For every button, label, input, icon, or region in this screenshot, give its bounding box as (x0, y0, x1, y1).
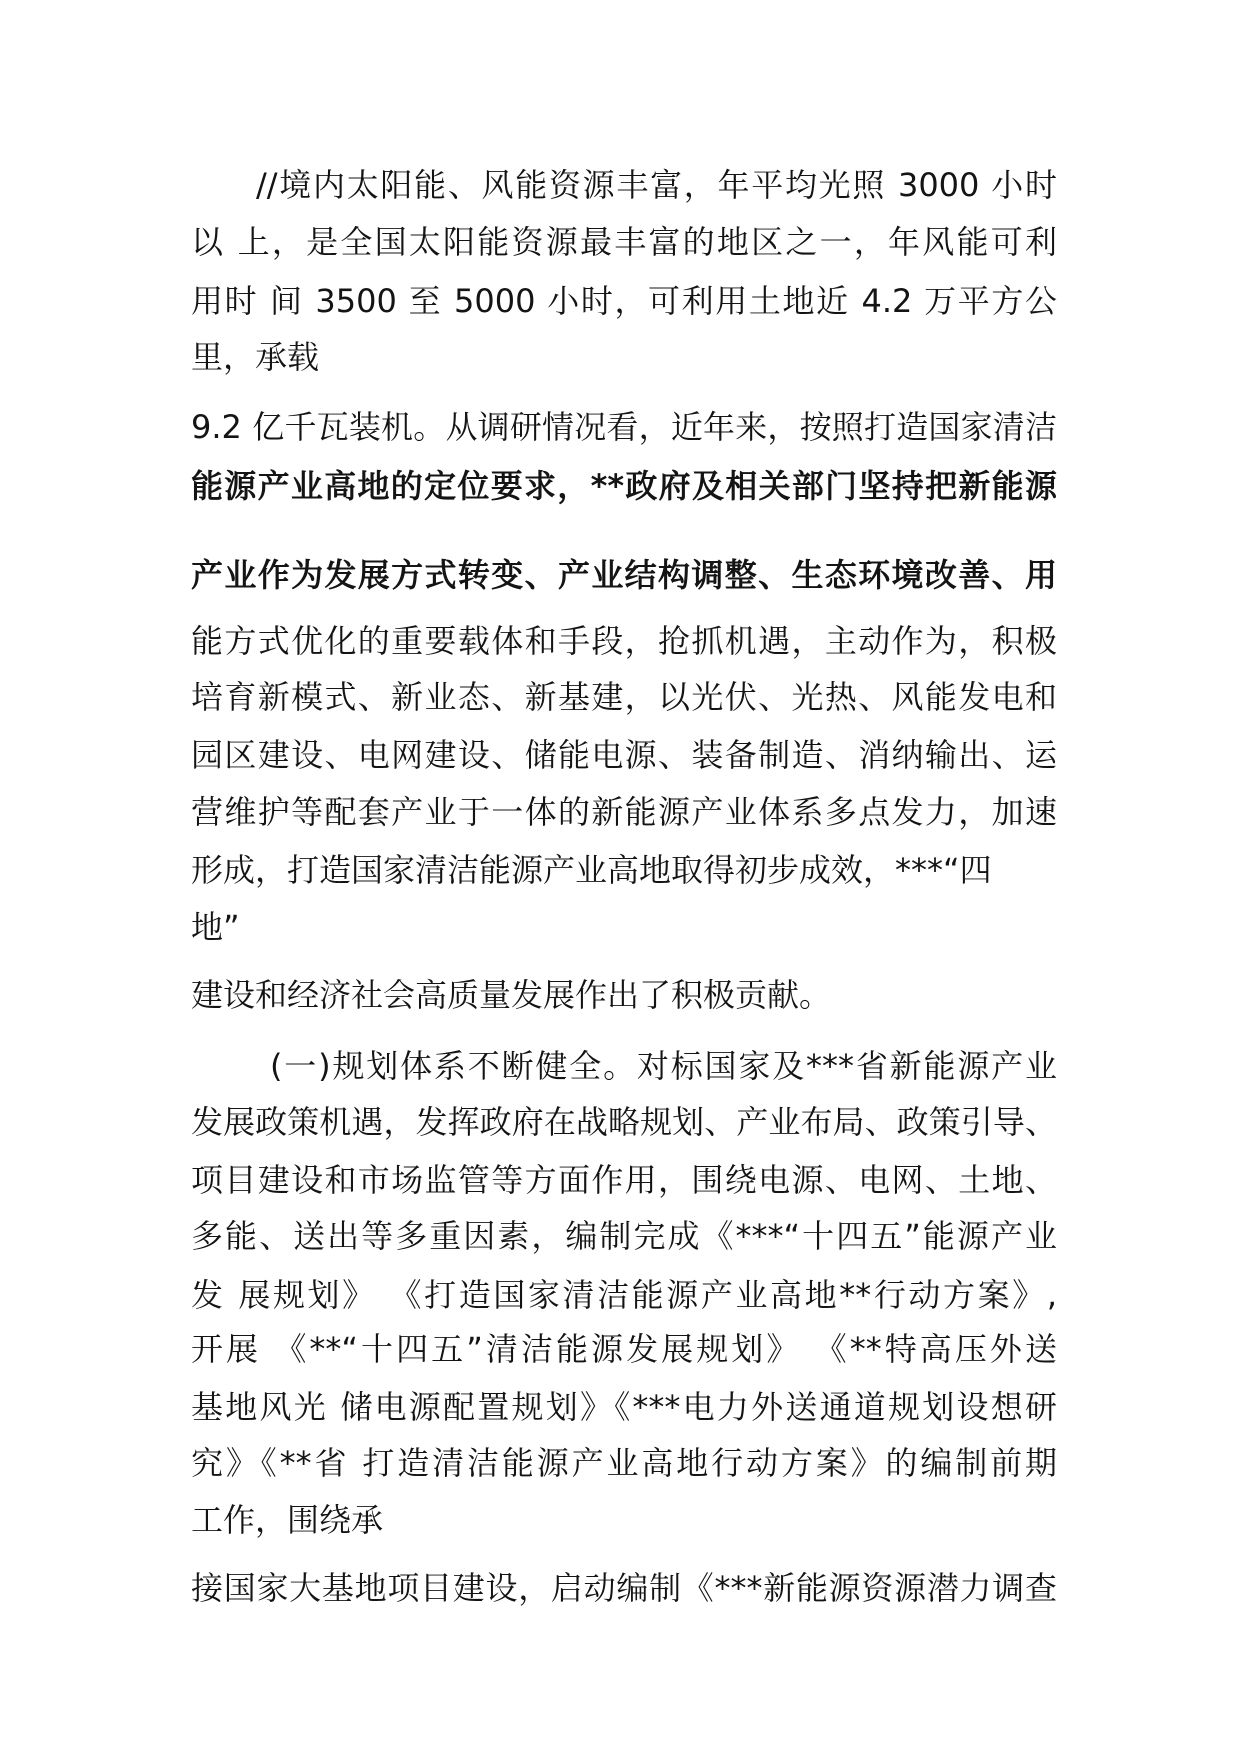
text-line: 里，承载 (191, 338, 320, 376)
text-line: 能方式优化的重要载体和手段，抢抓机遇，主动作为，积极 (191, 622, 1057, 660)
text-line: 发展政策机遇，发挥政府在战略规划、产业布局、政策引导、 (191, 1103, 1057, 1141)
text-line: //境内太阳能、风能资源丰富，年平均光照 3000 小时 (256, 166, 1057, 204)
text-line: 多能、送出等多重因素，编制完成《***“十四五”能源产业 (191, 1217, 1057, 1255)
text-line: 园区建设、电网建设、储能电源、装备制造、消纳输出、运 (191, 736, 1057, 774)
text-line: 工作，围绕承 (191, 1501, 384, 1539)
bold-text-line: 能源产业高地的定位要求，**政府及相关部门坚持把新能源 (191, 467, 1057, 505)
text-line: 建设和经济社会高质量发展作出了积极贡献。 (191, 976, 832, 1014)
bold-text-line: 产业作为发展方式转变、产业结构调整、生态环境改善、用 (191, 556, 1057, 594)
section-heading-line: (一)规划体系不断健全。对标国家及***省新能源产业 (270, 1047, 1057, 1085)
text-line: 开展 《**“十四五”清洁能源发展规划》 《**特高压外送 (191, 1330, 1057, 1368)
text-line: 用时 间 3500 至 5000 小时，可利用土地近 4.2 万平方公 (191, 282, 1057, 320)
text-line: 接国家大基地项目建设，启动编制《***新能源资源潜力调查 (191, 1569, 1057, 1607)
text-line: 发 展规划》 《打造国家清洁能源产业高地**行动方案》, (191, 1276, 1057, 1314)
text-line: 培育新模式、新业态、新基建，以光伏、光热、风能发电和 (191, 678, 1057, 716)
text-line: 项目建设和市场监管等方面作用，围绕电源、电网、土地、 (191, 1161, 1057, 1199)
text-line: 9.2 亿千瓦装机。从调研情况看，近年来，按照打造国家清洁 (191, 408, 1057, 446)
text-line: 基地风光 储电源配置规划》《***电力外送通道规划设想研 (191, 1388, 1057, 1426)
text-line: 究》《**省 打造清洁能源产业高地行动方案》的编制前期 (191, 1444, 1057, 1482)
text-line: 形成，打造国家清洁能源产业高地取得初步成效，***“四 (191, 851, 992, 889)
text-line: 以 上，是全国太阳能资源最丰富的地区之一，年风能可利 (191, 223, 1057, 261)
text-line: 营维护等配套产业于一体的新能源产业体系多点发力，加速 (191, 793, 1057, 831)
text-line: 地” (191, 908, 240, 946)
